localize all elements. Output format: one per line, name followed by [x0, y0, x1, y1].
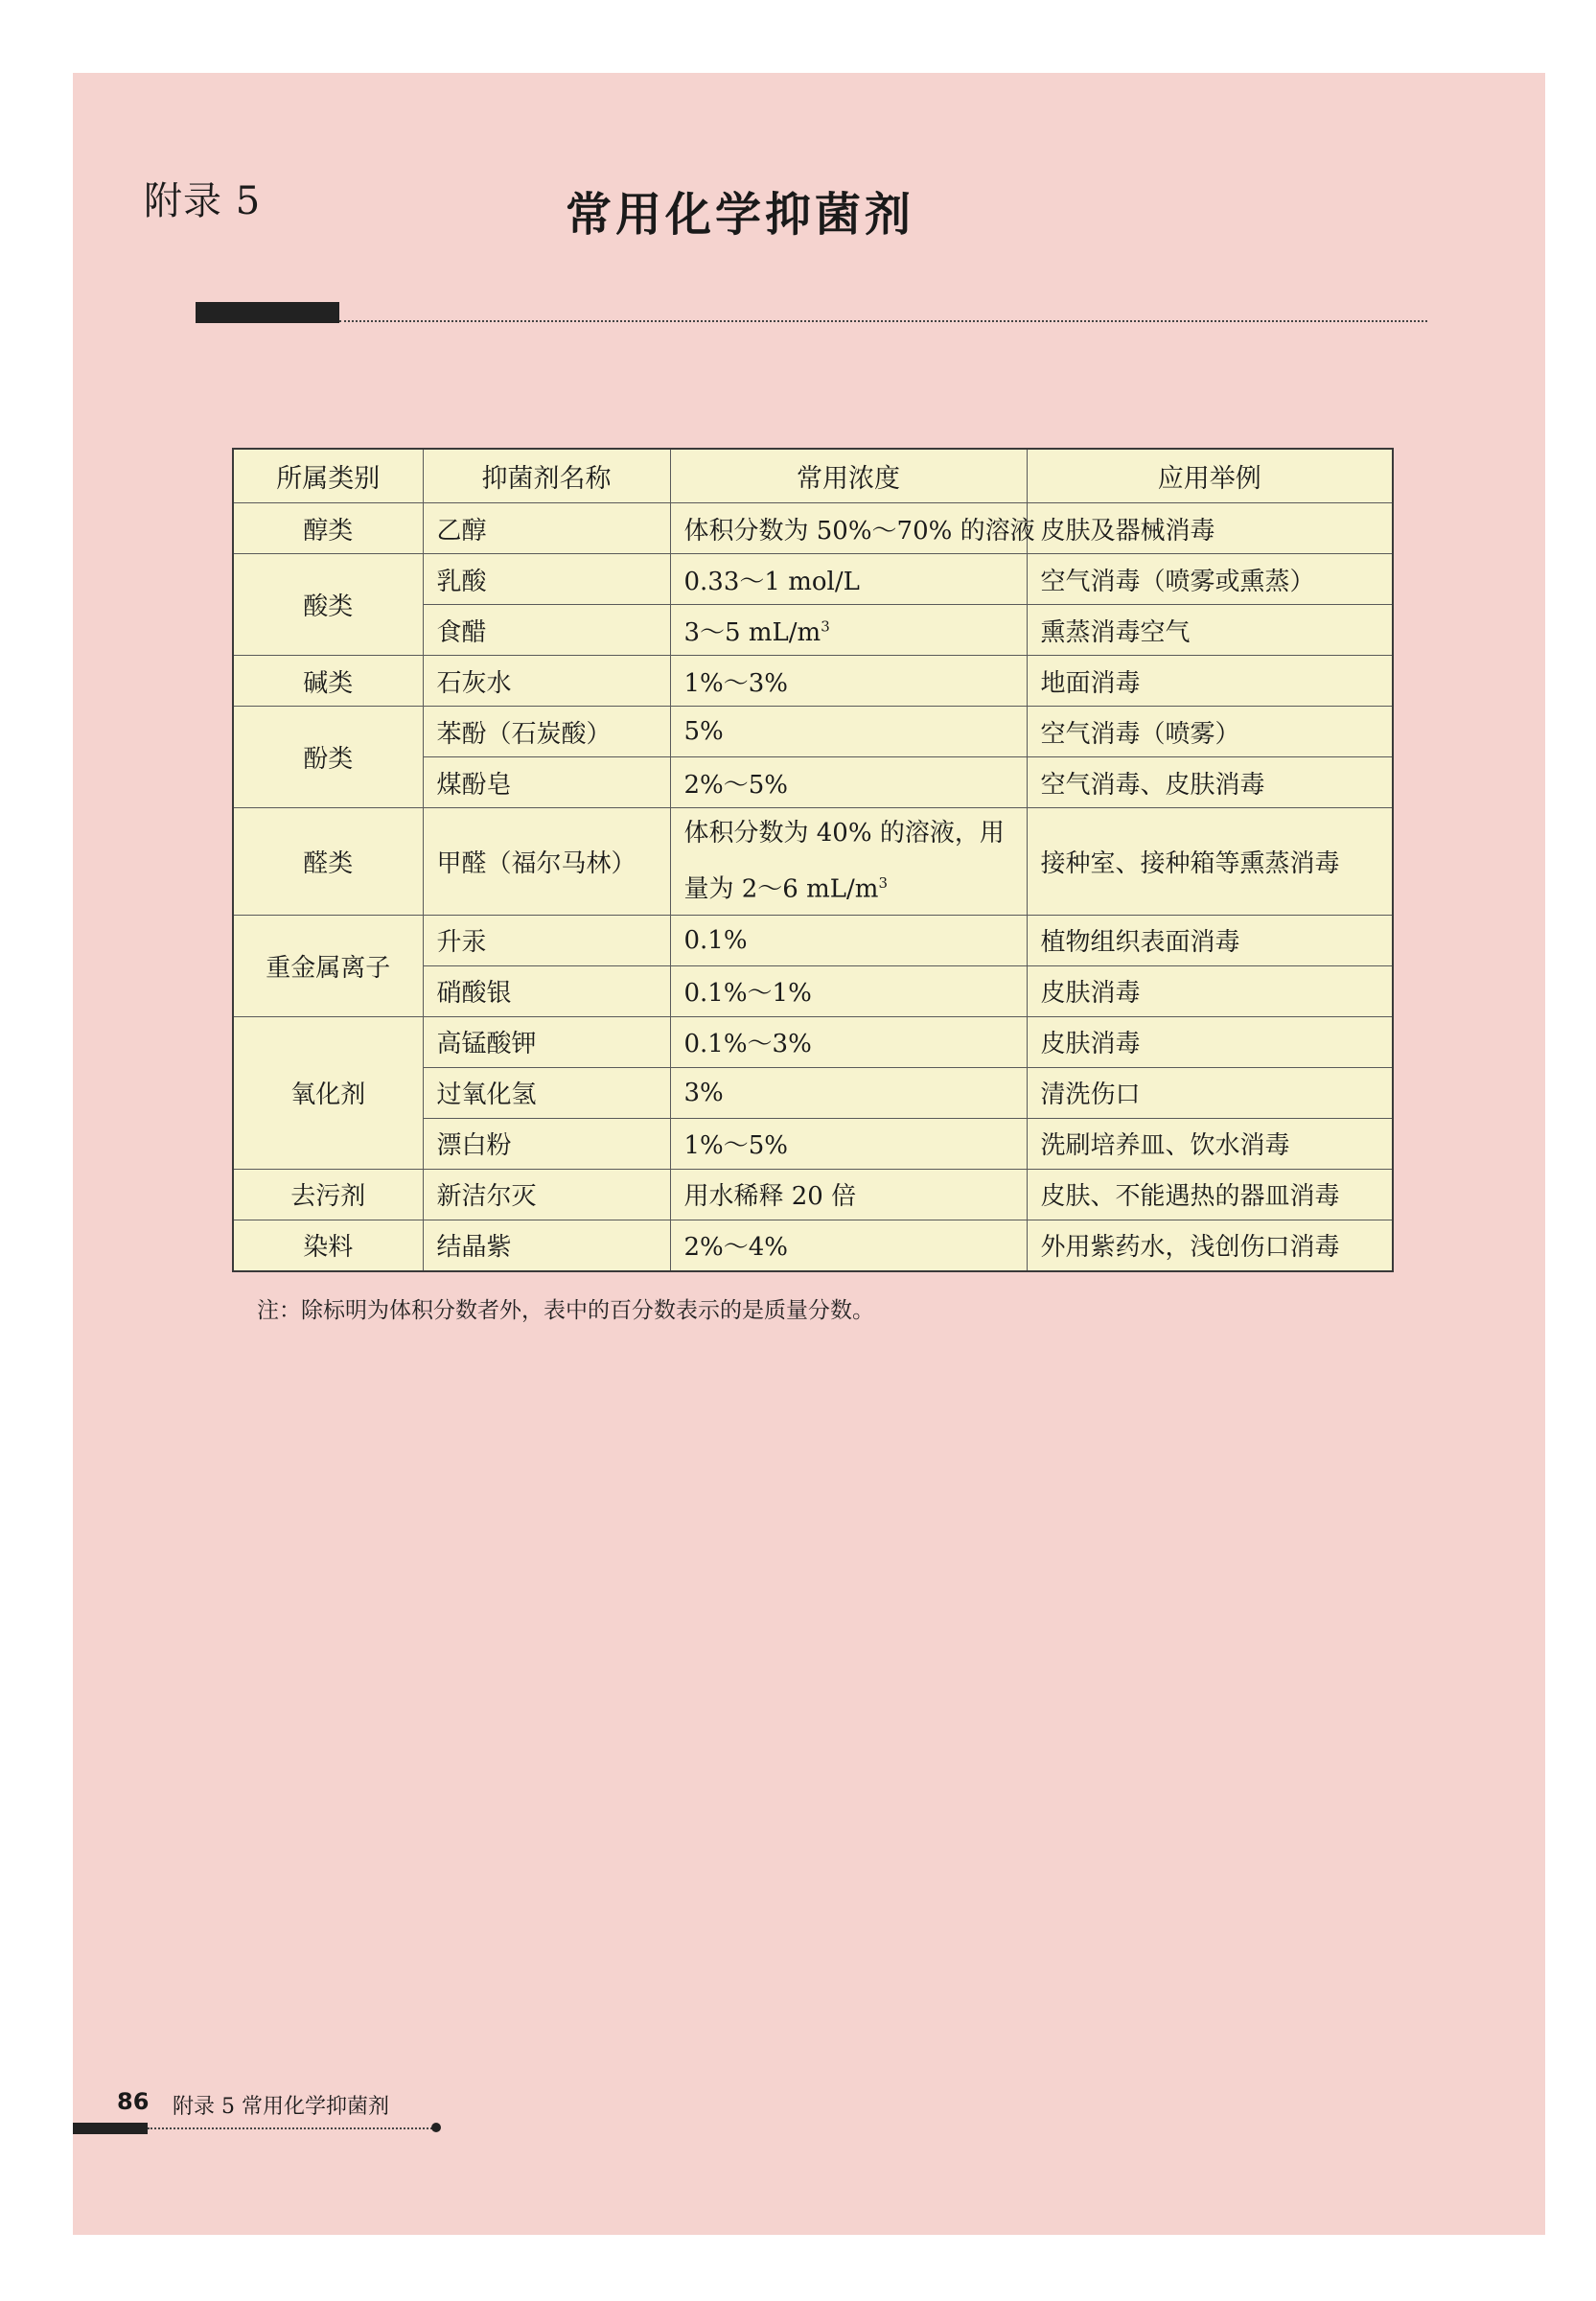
- page-title: 常用化学抑菌剂: [566, 188, 915, 242]
- agent-name-cell: 新洁尔灭: [423, 1169, 670, 1220]
- running-title: 附录 5 常用化学抑菌剂: [173, 2095, 389, 2119]
- antibacterial-table: [232, 448, 1394, 1272]
- col-header-name: 抑菌剂名称: [423, 449, 670, 503]
- concentration-cell: [670, 605, 1027, 656]
- agent-name-cell: 煤酚皂: [423, 757, 670, 808]
- concentration-line: 体积分数为 40% 的溶液，用: [683, 819, 1005, 848]
- table-row: [233, 656, 1393, 707]
- agent-name-cell: 苯酚（石炭酸）: [423, 707, 670, 757]
- usage-cell: 洗刷培养皿、饮水消毒: [1027, 1118, 1393, 1169]
- concentration-cell: 0.1%～1%: [670, 965, 1027, 1016]
- superscript: 3: [878, 874, 888, 892]
- category-cell: 醛类: [233, 808, 423, 916]
- concentration-cell: 体积分数为 50%～70% 的溶液: [670, 503, 1027, 554]
- concentration-cell: 0.33～1 mol/L: [670, 554, 1027, 605]
- concentration-cell: 0.1%～3%: [670, 1016, 1027, 1067]
- table-row: [233, 1220, 1393, 1271]
- category-cell: 染料: [233, 1220, 423, 1271]
- table-row: [233, 1016, 1393, 1067]
- agent-name-cell: 甲醛（福尔马林）: [423, 808, 670, 916]
- agent-name-cell: 硝酸银: [423, 965, 670, 1016]
- usage-cell: 皮肤消毒: [1027, 1016, 1393, 1067]
- concentration-cell: 1%～3%: [670, 656, 1027, 707]
- category-cell: 去污剂: [233, 1169, 423, 1220]
- concentration-line: 量为 2～6 mL/m: [683, 874, 879, 904]
- concentration-cell: 2%～5%: [670, 757, 1027, 808]
- category-cell: 醇类: [233, 503, 423, 554]
- agent-name-cell: 过氧化氢: [423, 1067, 670, 1118]
- usage-cell: 空气消毒（喷雾）: [1027, 707, 1393, 757]
- agent-name-cell: 结晶紫: [423, 1220, 670, 1271]
- usage-cell: 皮肤消毒: [1027, 965, 1393, 1016]
- col-header-category: 所属类别: [233, 449, 423, 503]
- usage-cell: 皮肤、不能遇热的器皿消毒: [1027, 1169, 1393, 1220]
- col-header-concentration: 常用浓度: [670, 449, 1027, 503]
- usage-cell: 空气消毒、皮肤消毒: [1027, 757, 1393, 808]
- footer-dot: [431, 2123, 441, 2132]
- concentration-cell: 用水稀释 20 倍: [670, 1169, 1027, 1220]
- usage-cell: 接种室、接种箱等熏蒸消毒: [1027, 808, 1393, 916]
- agent-name-cell: 升汞: [423, 915, 670, 965]
- usage-cell: 清洗伤口: [1027, 1067, 1393, 1118]
- table-header-row: [233, 449, 1393, 503]
- agent-name-cell: 食醋: [423, 605, 670, 656]
- table-row: [233, 808, 1393, 916]
- footer-bar: [73, 2123, 148, 2134]
- col-header-usage: 应用举例: [1027, 449, 1393, 503]
- superscript: 3: [821, 616, 830, 635]
- page-number: 86: [117, 2088, 150, 2115]
- table-row: [233, 707, 1393, 757]
- category-cell: 碱类: [233, 656, 423, 707]
- concentration-text: 3～5 mL/m: [683, 617, 821, 647]
- usage-cell: 空气消毒（喷雾或熏蒸）: [1027, 554, 1393, 605]
- agent-name-cell: 漂白粉: [423, 1118, 670, 1169]
- usage-cell: 熏蒸消毒空气: [1027, 605, 1393, 656]
- concentration-cell: [670, 808, 1027, 916]
- usage-cell: 植物组织表面消毒: [1027, 915, 1393, 965]
- concentration-cell: 2%～4%: [670, 1220, 1027, 1271]
- concentration-cell: 0.1%: [670, 915, 1027, 965]
- concentration-cell: 3%: [670, 1067, 1027, 1118]
- concentration-cell: 5%: [670, 707, 1027, 757]
- usage-cell: 皮肤及器械消毒: [1027, 503, 1393, 554]
- footer-rule: [148, 2127, 435, 2129]
- table-row: [233, 503, 1393, 554]
- appendix-label: 附录 5: [144, 179, 262, 223]
- category-cell: 重金属离子: [233, 915, 423, 1016]
- category-cell: 酚类: [233, 707, 423, 808]
- category-cell: 氧化剂: [233, 1016, 423, 1169]
- agent-name-cell: 乳酸: [423, 554, 670, 605]
- table-note: 注：除标明为体积分数者外，表中的百分数表示的是质量分数。: [257, 1298, 874, 1323]
- agent-name-cell: 石灰水: [423, 656, 670, 707]
- header-bar: [196, 302, 339, 323]
- header-rule: [339, 320, 1427, 322]
- concentration-cell: 1%～5%: [670, 1118, 1027, 1169]
- agent-name-cell: 高锰酸钾: [423, 1016, 670, 1067]
- usage-cell: 外用紫药水，浅创伤口消毒: [1027, 1220, 1393, 1271]
- usage-cell: 地面消毒: [1027, 656, 1393, 707]
- table-row: [233, 1169, 1393, 1220]
- table-row: [233, 915, 1393, 965]
- agent-name-cell: 乙醇: [423, 503, 670, 554]
- table-row: [233, 554, 1393, 605]
- category-cell: 酸类: [233, 554, 423, 656]
